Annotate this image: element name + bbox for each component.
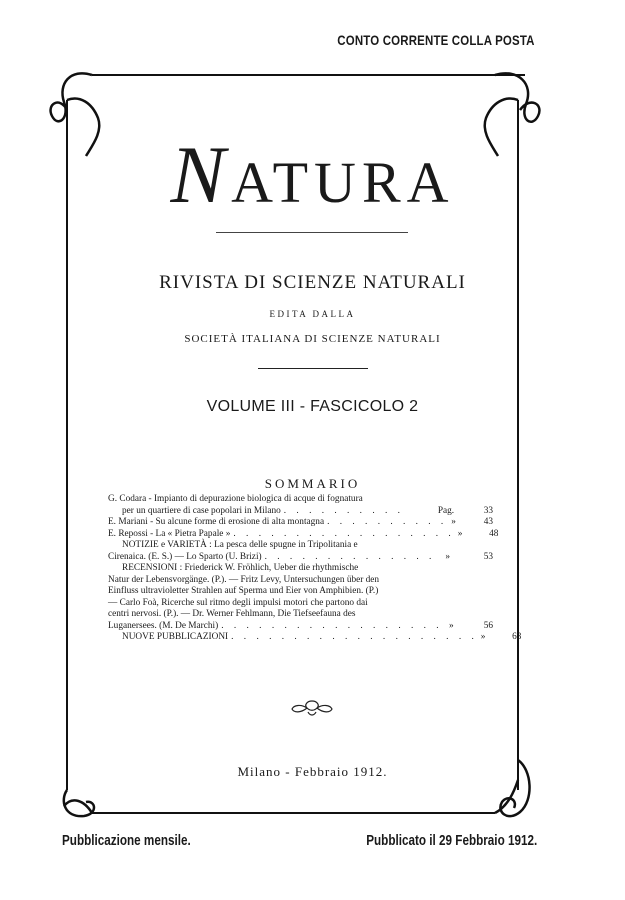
toc-line: E. Mariani - Su alcune forme di erosione di alta montagna . . . . . . . . . . » 43 — [108, 517, 493, 527]
toc-line: G. Codara - Impianto di depurazione biologica di acque di fognatura — [108, 494, 363, 504]
toc-line: Luganersees. (M. De Marchi) . . . . . . . . . . . . . . . . . . » 56 — [108, 620, 493, 631]
toc-line: Natur der Lebensvorgänge. (P.). — Fritz Levy, Untersuchungen über den — [108, 574, 380, 585]
title-divider — [216, 232, 408, 233]
place-date: Milano - Febbraio 1912. — [237, 764, 388, 779]
section-divider — [258, 368, 368, 369]
table-of-contents — [108, 494, 522, 644]
toc-line: NOTIZIE e VARIETÀ : La pesca delle spugne in Tripolitania e — [122, 540, 358, 550]
toc-line: centri nervosi. (P.). — Dr. Werner Fehlmann, Die Tiefseefauna des — [108, 609, 356, 619]
toc-line: Einfluss ultravioletter Strahlen auf Sperma und Eier von Amphibien. (P.) — [108, 586, 379, 596]
title-initial: N — [170, 129, 232, 220]
volume-issue: VOLUME III - FASCICOLO 2 — [206, 398, 419, 415]
corner-flourish-bottom-left — [64, 790, 94, 816]
toc-line: NUOVE PUBBLICAZIONI . . . . . . . . . . . . . . . . . . . . » 63 — [122, 632, 522, 642]
journal-title — [0, 128, 625, 222]
toc-line: per un quartiere di case popolari in Milano . . . . . . . . . . Pag. 33 — [122, 505, 493, 516]
toc-line: — Carlo Foà, Ricerche sul ritmo degli impulsi motori che partono dai — [108, 597, 368, 608]
sommario-heading: SOMMARIO — [264, 476, 361, 491]
subtitle: RIVISTA DI SCIENZE NATURALI — [159, 272, 466, 293]
postal-stamp-text: CONTO CORRENTE COLLA POSTA — [337, 32, 535, 48]
publication-frequency: Pubblicazione mensile. — [62, 832, 191, 849]
title-rest: ATURA — [231, 150, 455, 215]
ornament-icon — [288, 698, 336, 718]
society-name: SOCIETÀ ITALIANA DI SCIENZE NATURALI — [184, 333, 441, 345]
toc-line: Cirenaica. (E. S.) — Lo Sparto (U. Brizi) . . . . . . . . . . . . . . » 53 — [108, 551, 493, 562]
publication-date: Pubblicato il 29 Febbraio 1912. — [365, 832, 537, 849]
edited-by: EDITA DALLA — [269, 309, 356, 319]
toc-line: E. Repossi - La « Pietra Papale » . . . . . . . . . . . . . . . . . . » 48 — [108, 528, 499, 539]
toc-line: RECENSIONI : Friederick W. Fröhlich, Ueber die rhythmische — [122, 563, 359, 573]
